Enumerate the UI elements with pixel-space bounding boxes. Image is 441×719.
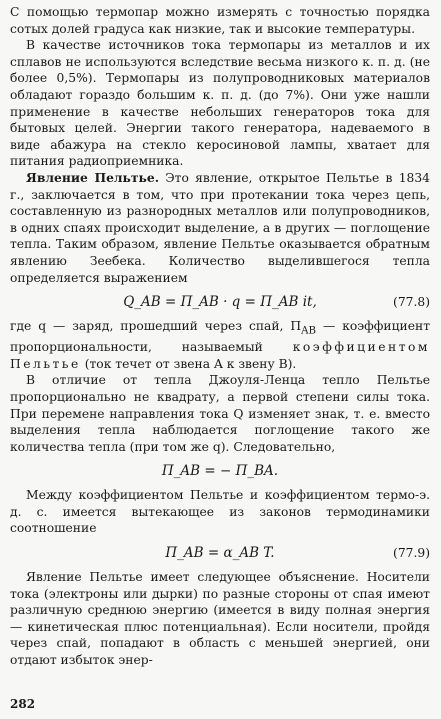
equation-antisymmetry-formula: Π_AB = − Π_BA. <box>161 463 279 480</box>
paragraph-peltier-coefficient-text-b: — коэффициент пропорциональности, называемый <box>10 319 430 355</box>
equation-77-8-formula: Q_AB = Π_AB · q = Π_AB it, <box>123 294 317 311</box>
page-number: 282 <box>10 697 36 712</box>
equation-77-8-number: (77.8) <box>393 295 430 310</box>
paragraph-thermodynamic-relation: Между коэффициентом Пельтье и коэффициентом термо-э. д. с. имеется вытекающее из законов термодинамики соотношение <box>10 488 430 536</box>
equation-77-9-formula: Π_AB = α_AB T. <box>165 545 275 562</box>
paragraph-peltier-intro-text: Это явление, открытое Пельтье в 1834 г., заключается в том, что при протекании тока через цепь, составленную из разнородных металлов или полупроводников, в одних спаях происходит выделение, а в других — поглощение тепла. Таким образом, явление Пельтье оказывается обратным явлению Зеебека. Количество выделившегося тепла определяется выражением <box>10 170 430 285</box>
equation-77-8 <box>10 286 430 318</box>
paragraph-peltier-intro <box>10 170 430 286</box>
paragraph-thermocouple-accuracy: С помощью термопар можно измерять с точностью порядка сотых долей градуса как низкие, так и высокие температуры. <box>10 5 430 36</box>
equation-antisymmetry <box>10 455 430 487</box>
pi-subscript: AB <box>301 324 317 337</box>
paragraph-peltier-explanation: Явление Пельтье имеет следующее объяснение. Носители тока (электроны или дырки) по разные стороны от спая имеют различную среднюю энергию (имеется в виду полная энергия — кинетическая плюс потенциальная). Если носители, пройдя через спай, попадают в область с меньшей энергией, они отдают избыток энер- <box>10 570 430 668</box>
paragraph-thermocouple-efficiency: В качестве источников тока термопары из металлов и их сплавов не используются вследствие весьма низкого к. п. д. (не более 0,5%). Термопары из полупроводниковых материалов обладают гораздо большим к. п. д. (до 7%). Они уже нашли применение в качестве небольших генераторов тока для бытовых целей. Энергии такого генератора, надеваемого в виде абажура на стекло керосиновой лампы, хватает для питания радиоприемника. <box>10 38 430 169</box>
equation-77-9 <box>10 537 430 569</box>
equation-77-9-number: (77.9) <box>393 546 430 561</box>
paragraph-peltier-coefficient-text-a: где q — заряд, прошедший через спай, Π <box>10 319 302 334</box>
paragraph-peltier-coefficient <box>10 318 430 372</box>
paragraph-peltier-coefficient-text-c: (ток течет от звена A к звену B). <box>80 356 297 371</box>
paragraph-joule-lenz-comparison: В отличие от тепла Джоуля-Ленца тепло Пельтье пропорционально не квадрату, а первой степени силы тока. При перемене направления тока Q изменяет знак, т. е. вместо выделения тепла наблюдается поглощение такого же количества тепла (при том же q). Следовательно, <box>10 373 430 454</box>
section-heading-peltier: Явление Пельтье. <box>26 169 159 185</box>
term-peltier-coefficient: коэффициентом Пельтье <box>10 340 430 371</box>
